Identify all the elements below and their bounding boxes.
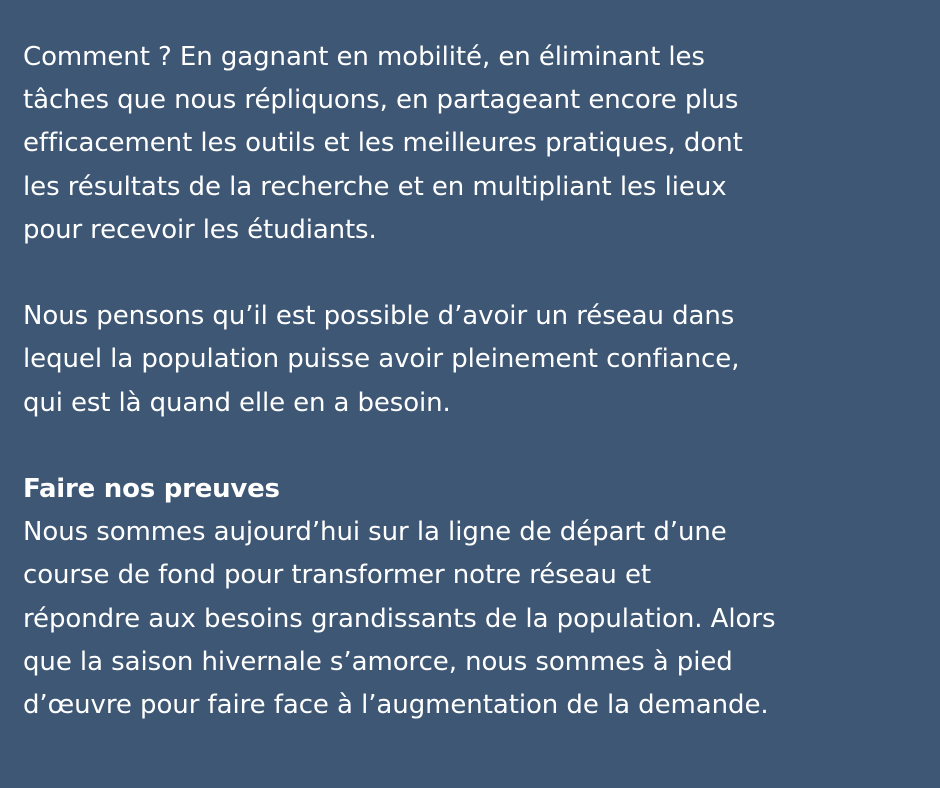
section-heading: Faire nos preuves	[23, 474, 280, 504]
paragraph-line: Comment ? En gagnant en mobilité, en éliminant les	[23, 42, 705, 72]
paragraph-line: Nous pensons qu’il est possible d’avoir un réseau dans	[23, 301, 735, 332]
paragraph-spacer	[23, 252, 940, 295]
paragraph-network	[23, 295, 940, 425]
paragraph-line: lequel la population puisse avoir pleinement confiance,	[23, 344, 740, 375]
paragraph-line: d’œuvre pour faire face à l’augmentation de la demande.	[23, 690, 769, 721]
paragraph-line: que la saison hivernale s’amorce, nous sommes à pied	[23, 646, 733, 677]
paragraph-line: course de fond pour transformer notre réseau et	[23, 560, 651, 591]
section-faire-nos-preuves	[23, 468, 940, 727]
paragraph-line: tâches que nous répliquons, en partageant encore plus	[23, 85, 739, 116]
paragraph-intro	[23, 36, 940, 252]
paragraph-line: répondre aux besoins grandissants de la population. Alors	[23, 603, 776, 634]
paragraph-line: efficacement les outils et les meilleures pratiques, dont	[23, 128, 743, 159]
paragraph-line: qui est là quand elle en a besoin.	[23, 387, 451, 418]
paragraph-spacer	[23, 425, 940, 468]
paragraph-line: les résultats de la recherche et en multipliant les lieux	[23, 171, 727, 202]
paragraph-line: pour recevoir les étudiants.	[23, 214, 377, 245]
paragraph-line: Nous sommes aujourd’hui sur la ligne de départ d’une	[23, 517, 727, 548]
